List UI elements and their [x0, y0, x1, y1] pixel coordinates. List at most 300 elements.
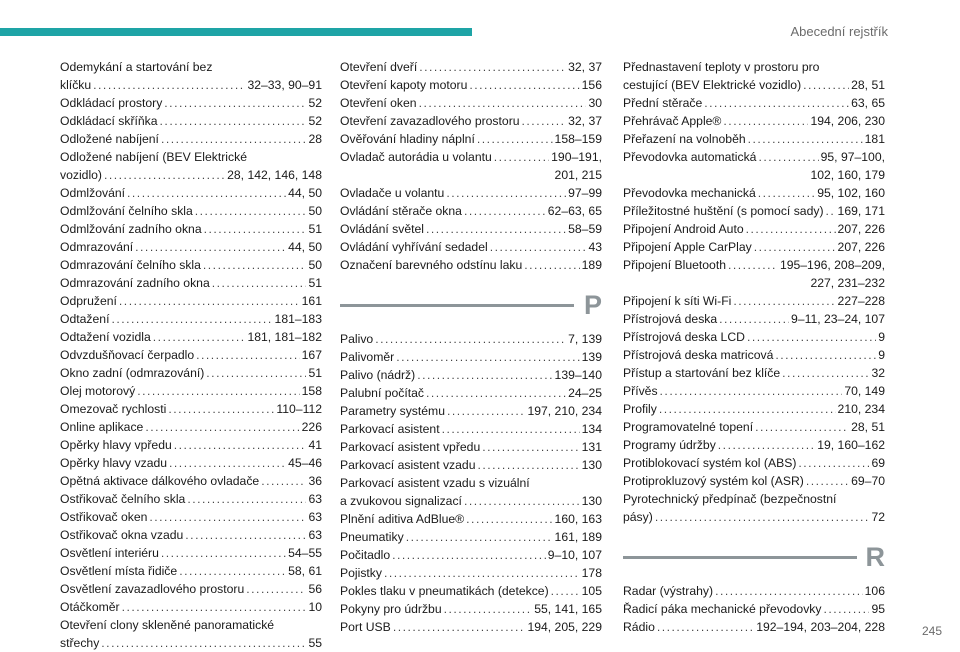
dot-leader [464, 202, 546, 220]
index-entry [623, 382, 885, 400]
dot-leader [748, 130, 863, 148]
index-entry [340, 348, 602, 366]
dot-leader [149, 508, 306, 526]
index-entry-label: Odmlžování zadního okna [60, 222, 202, 236]
index-entry-pages: 56 [308, 582, 322, 596]
index-entry [60, 436, 322, 454]
index-entry-label: Označení barevného odstínu laku [340, 258, 523, 272]
index-entry-line [340, 130, 602, 148]
index-entry-line [60, 166, 322, 184]
index-entry-line [340, 94, 602, 112]
index-entry-pages: 10 [308, 600, 322, 614]
index-entry-pages: 131 [581, 440, 602, 454]
index-entry-line [60, 526, 322, 544]
index-entry-pages: 158 [301, 384, 322, 398]
index-entry-label: Profily [623, 402, 657, 416]
dot-leader [101, 634, 306, 652]
index-entry [60, 418, 322, 436]
index-entry-label: Odpružení [60, 294, 117, 308]
dot-leader [754, 238, 836, 256]
index-entry-pages: 194, 205, 229 [527, 620, 602, 634]
index-entry-line [623, 418, 885, 436]
index-entry-line [623, 436, 885, 454]
dot-leader [803, 76, 849, 94]
index-entry-pages: 95, 97–100, [820, 150, 885, 164]
index-entry-pages: 158–159 [554, 132, 602, 146]
index-entry-line [60, 364, 322, 382]
index-entry-line [60, 256, 322, 274]
index-entry [340, 94, 602, 112]
index-entry [340, 510, 602, 528]
dot-leader [179, 562, 286, 580]
index-entry-pages: 161 [301, 294, 322, 308]
index-entry-line [340, 112, 602, 130]
index-entry-line [340, 528, 602, 546]
dot-leader [195, 202, 307, 220]
dot-leader [393, 618, 526, 636]
index-entry-line [623, 76, 885, 94]
dot-leader [417, 366, 552, 384]
section-heading [623, 540, 885, 576]
dot-leader [135, 238, 286, 256]
dot-leader [104, 166, 225, 184]
index-entry-line [60, 580, 322, 598]
index-entry-line [60, 598, 322, 616]
index-entry-line [60, 634, 322, 652]
index-entry [340, 420, 602, 438]
index-entry [623, 582, 885, 600]
index-entry-pages: 210, 234 [837, 402, 885, 416]
index-entry-pages: 226 [301, 420, 322, 434]
index-entry-line [623, 400, 885, 418]
index-entry-pages: 197, 210, 234 [527, 404, 602, 418]
dot-leader [718, 436, 815, 454]
index-entry-label: Parametry systému [340, 404, 445, 418]
dot-leader [747, 328, 876, 346]
index-entry-line [340, 330, 602, 348]
index-entry-pages: 28 [308, 132, 322, 146]
index-entry-label: Opětná aktivace dálkového ovladače [60, 474, 260, 488]
index-entry-line [340, 582, 602, 600]
index-entry [60, 112, 322, 130]
dot-leader [478, 456, 580, 474]
dot-leader [419, 94, 587, 112]
index-entry-label: Okno zadní (odmrazování) [60, 366, 205, 380]
index-entry-line [60, 130, 322, 148]
dot-leader [522, 112, 567, 130]
index-entry-label: Online aplikace [60, 420, 144, 434]
index-entry [60, 346, 322, 364]
index-entry-pages-continued: 102, 160, 179 [810, 168, 885, 182]
index-entry-label: Palubní počítač [340, 386, 425, 400]
dot-leader [477, 130, 553, 148]
index-entry-pages: 192–194, 203–204, 228 [756, 620, 885, 634]
index-entry-label-line: Otevření clony skleněné panoramatické [60, 618, 275, 632]
dot-leader [782, 364, 869, 382]
header-accent-bar [0, 28, 472, 36]
index-entry-label: Připojení Bluetooth [623, 258, 726, 272]
index-entry [340, 148, 602, 184]
index-entry-pages: 52 [308, 114, 322, 128]
index-entry-line [60, 76, 322, 94]
index-entry-label: střechy [60, 636, 100, 650]
index-entry-pages: 44, 50 [288, 240, 322, 254]
index-entry-label-line: Přednastavení teploty v prostoru pro [623, 60, 820, 74]
index-entry [623, 400, 885, 418]
index-entry-pages: 161, 189 [554, 530, 602, 544]
dot-leader [482, 438, 579, 456]
index-entry-pages: 72 [871, 510, 885, 524]
index-entry-line [340, 76, 602, 94]
dot-leader [206, 364, 306, 382]
dot-leader [755, 418, 849, 436]
index-entry-pages: 9 [878, 330, 885, 344]
index-entry-label-line: Odložené nabíjení (BEV Elektrické [60, 150, 247, 164]
dot-leader [185, 526, 306, 544]
index-entry [340, 202, 602, 220]
index-entry-line [60, 490, 322, 508]
index-entry-line [60, 346, 322, 364]
index-entry-line [623, 346, 885, 364]
dot-leader [174, 436, 307, 454]
index-entry-line [340, 202, 602, 220]
index-entry-line [60, 202, 322, 220]
dot-leader [93, 76, 245, 94]
index-entry-pages-continued: 201, 215 [554, 168, 602, 182]
dot-leader [203, 256, 307, 274]
index-entry-pages: 134 [581, 422, 602, 436]
index-entry-pages: 43 [588, 240, 602, 254]
dot-leader [442, 420, 580, 438]
index-entry [340, 58, 602, 76]
index-entry-pages: 139–140 [554, 368, 602, 382]
index-entry-line [60, 274, 322, 292]
index-entry-label: Přívěs [623, 384, 658, 398]
index-entry-label: Odmrazování zadního okna [60, 276, 210, 290]
index-entry-line [623, 94, 885, 112]
index-entry-line [340, 456, 602, 474]
index-entry-label: Připojení Apple CarPlay [623, 240, 752, 254]
index-entry [60, 256, 322, 274]
dot-leader [466, 510, 552, 528]
index-entry [340, 618, 602, 636]
index-entry [623, 220, 885, 238]
index-entry-label: Odmrazování čelního skla [60, 258, 201, 272]
index-entry-label: Ostřikovač okna vzadu [60, 528, 184, 542]
dot-leader [444, 600, 533, 618]
index-entry-line [340, 438, 602, 456]
index-column-2 [340, 58, 602, 636]
index-entry-pages: 51 [308, 276, 322, 290]
index-entry-pages: 32 [871, 366, 885, 380]
index-entry [60, 292, 322, 310]
index-entry-label: Opěrky hlavy vzadu [60, 456, 168, 470]
index-entry-pages: 105 [581, 584, 602, 598]
index-entry [623, 310, 885, 328]
dot-leader [758, 184, 815, 202]
index-entry [60, 184, 322, 202]
index-entry-label: Přístrojová deska LCD [623, 330, 745, 344]
dot-leader [119, 292, 300, 310]
index-entry-label: Odkládací prostory [60, 96, 163, 110]
index-entry-label: Pneumatiky [340, 530, 404, 544]
index-entry-line [623, 582, 885, 600]
index-entry-label: Připojení Android Auto [623, 222, 744, 236]
page-number: 245 [921, 624, 942, 638]
index-entry-pages: 167 [301, 348, 322, 362]
dot-leader [551, 582, 580, 600]
index-entry-line [60, 112, 322, 130]
index-entry-pages: 130 [581, 494, 602, 508]
index-entry [60, 94, 322, 112]
dot-leader [660, 382, 843, 400]
index-entry-label: vozidlo) [60, 168, 102, 182]
dot-leader [447, 402, 525, 420]
dot-leader [733, 292, 835, 310]
index-entry-line [60, 238, 322, 256]
index-entry-label: Pojistky [340, 566, 382, 580]
index-entry [60, 472, 322, 490]
dot-leader [655, 508, 870, 526]
index-entry [60, 310, 322, 328]
index-entry-label: Řadicí páka mechanické převodovky [623, 602, 822, 616]
index-entry [340, 438, 602, 456]
index-entry-label: Ovladače u volantu [340, 186, 445, 200]
index-entry-line [340, 220, 602, 238]
dot-leader [160, 112, 307, 130]
index-entry [60, 58, 322, 94]
index-entry [340, 456, 602, 474]
index-entry-line [60, 508, 322, 526]
index-entry [623, 148, 885, 184]
index-entry [60, 148, 322, 184]
index-entry-line [623, 148, 885, 166]
index-entry-label: Přístup a startování bez klíče [623, 366, 781, 380]
index-entry-pages: 106 [864, 584, 885, 598]
index-entry-pages: 9 [878, 348, 885, 362]
index-entry-label: Připojení k síti Wi-Fi [623, 294, 732, 308]
index-entry-pages: 32, 37 [568, 114, 602, 128]
dot-leader [392, 546, 546, 564]
index-entry [340, 384, 602, 402]
index-entry [623, 490, 885, 526]
index-entry-pages: 110–112 [276, 402, 322, 416]
index-entry-label: Otevření kapoty motoru [340, 78, 468, 92]
dot-leader [824, 600, 870, 618]
index-entry [340, 564, 602, 582]
index-entry-label: cestující (BEV Elektrické vozidlo) [623, 78, 802, 92]
index-entry-label: Odtažení [60, 312, 110, 326]
index-entry-line [623, 238, 885, 256]
dot-leader [775, 346, 876, 364]
index-entry [340, 330, 602, 348]
index-entry-line [340, 564, 602, 582]
index-entry [60, 274, 322, 292]
index-entry-pages: 95, 102, 160 [817, 186, 885, 200]
index-entry-line [60, 454, 322, 472]
dot-leader [396, 348, 579, 366]
index-entry-pages: 41 [308, 438, 322, 452]
index-entry-pages: 9–10, 107 [547, 548, 602, 562]
dot-leader [111, 310, 272, 328]
index-entry-label: Palivo (nádrž) [340, 368, 416, 382]
index-entry-label-line: Odemykání a startování bez [60, 60, 213, 74]
index-entry [623, 418, 885, 436]
index-entry-label: Pokles tlaku v pneumatikách (detekce) [340, 584, 549, 598]
index-entry-pages: 30 [588, 96, 602, 110]
index-entry-label: Osvětlení zavazadlového prostoru [60, 582, 245, 596]
index-entry-line [340, 256, 602, 274]
index-entry-pages: 55, 141, 165 [534, 602, 602, 616]
dot-leader [758, 148, 818, 166]
index-entry-label: pásy) [623, 510, 653, 524]
index-entry-label: Příležitostné huštění (s pomocí sady) [623, 204, 824, 218]
index-entry-pages: 45–46 [288, 456, 322, 470]
index-entry [340, 238, 602, 256]
index-entry-label: Převodovka automatická [623, 150, 757, 164]
index-entry [60, 238, 322, 256]
index-entry-line [340, 366, 602, 384]
index-entry-label: Přehrávač Apple® [623, 114, 722, 128]
dot-leader [426, 220, 566, 238]
index-entry-pages: 51 [308, 222, 322, 236]
dot-leader [704, 94, 849, 112]
dot-leader [384, 564, 580, 582]
index-entry-pages: 207, 226 [837, 240, 885, 254]
index-entry-label: Ověřování hladiny náplní [340, 132, 475, 146]
index-entry-pages: 9–11, 23–24, 107 [791, 312, 885, 326]
index-entry-line [340, 600, 602, 618]
index-entry [623, 346, 885, 364]
section-divider [623, 556, 857, 559]
index-entry-pages: 195–196, 208–209, [779, 258, 885, 272]
index-entry-pages: 178 [581, 566, 602, 580]
dot-leader [469, 76, 579, 94]
index-entry-pages: 55 [308, 636, 322, 650]
index-entry-pages: 181–183 [274, 312, 322, 326]
index-entry-pages: 24–25 [568, 386, 602, 400]
index-entry [60, 508, 322, 526]
index-entry-pages: 181 [864, 132, 885, 146]
index-entry [340, 600, 602, 618]
index-entry-pages: 97–99 [568, 186, 602, 200]
index-entry-label: Ovládání stěrače okna [340, 204, 462, 218]
index-entry-label: Přístrojová deska [623, 312, 718, 326]
dot-leader [728, 256, 778, 274]
index-entry-label: Programovatelné topení [623, 420, 754, 434]
index-entry-label: Odložené nabíjení [60, 132, 159, 146]
dot-leader [145, 418, 299, 436]
index-entry [623, 436, 885, 454]
index-entry-pages: 28, 51 [851, 420, 885, 434]
index-entry-line [340, 238, 602, 256]
index-entry-pages: 58–59 [568, 222, 602, 236]
index-entry-pages: 190–191, [551, 150, 602, 164]
index-entry-line [623, 600, 885, 618]
dot-leader [446, 184, 566, 202]
index-entry-pages: 70, 149 [844, 384, 885, 398]
dot-leader [204, 220, 307, 238]
index-entry [623, 202, 885, 220]
index-entry-label: Plnění aditiva AdBlue® [340, 512, 465, 526]
index-entry [60, 562, 322, 580]
index-entry-label: Ovladač autorádia u volantu [340, 150, 492, 164]
index-entry-pages: 227–228 [837, 294, 885, 308]
dot-leader [524, 256, 579, 274]
index-entry-line [60, 382, 322, 400]
dot-leader [122, 598, 307, 616]
index-entry [623, 328, 885, 346]
index-entry-line [340, 402, 602, 420]
index-entry-label: Otevření zavazadlového prostoru [340, 114, 520, 128]
index-entry-label: Otáčkoměr [60, 600, 120, 614]
index-entry [623, 256, 885, 292]
index-entry-pages: 130 [581, 458, 602, 472]
index-entry-label: Odmlžování čelního skla [60, 204, 193, 218]
index-entry-line [340, 58, 602, 76]
index-entry-pages: 207, 226 [837, 222, 885, 236]
dot-leader [196, 346, 300, 364]
index-entry-label: Protiprokluzový systém kol (ASR) [623, 474, 804, 488]
index-entry [60, 400, 322, 418]
dot-leader [490, 238, 587, 256]
index-entry-label: Odmlžování [60, 186, 126, 200]
index-entry-pages: 44, 50 [288, 186, 322, 200]
index-entry [623, 238, 885, 256]
index-entry-label: Port USB [340, 620, 391, 634]
index-entry [60, 220, 322, 238]
dot-leader [375, 330, 566, 348]
dot-leader [464, 492, 580, 510]
index-entry [623, 618, 885, 636]
section-heading [340, 288, 602, 324]
index-entry [60, 454, 322, 472]
index-entry-pages: 95 [871, 602, 885, 616]
index-entry-label: Programy údržby [623, 438, 716, 452]
dot-leader [127, 184, 286, 202]
index-entry [60, 544, 322, 562]
index-entry [60, 598, 322, 616]
dot-leader [798, 454, 869, 472]
index-entry [623, 58, 885, 94]
index-entry-label: Palivoměr [340, 350, 395, 364]
index-entry-line [60, 310, 322, 328]
index-entry [60, 580, 322, 598]
index-entry [60, 526, 322, 544]
dot-leader [419, 58, 566, 76]
index-entry-label: Olej motorový [60, 384, 136, 398]
dot-leader [826, 202, 836, 220]
index-entry-label: Omezovač rychlosti [60, 402, 167, 416]
index-entry-label: Protiblokovací systém kol (ABS) [623, 456, 797, 470]
index-entry-line [340, 148, 602, 166]
index-entry-line [60, 94, 322, 112]
index-entry-line [623, 202, 885, 220]
index-entry-pages: 160, 163 [554, 512, 602, 526]
index-entry-line [623, 382, 885, 400]
index-entry-pages-continued: 227, 231–232 [810, 276, 885, 290]
page-header-title: Abecední rejstřík [790, 24, 888, 39]
index-entry-line [60, 220, 322, 238]
section-letter: P [583, 290, 602, 320]
index-entry-pages: 32, 37 [568, 60, 602, 74]
index-entry-line [623, 364, 885, 382]
index-entry [340, 474, 602, 510]
index-entry-line [60, 328, 322, 346]
index-entry [340, 130, 602, 148]
index-entry [340, 112, 602, 130]
index-entry-pages: 19, 160–162 [817, 438, 885, 452]
